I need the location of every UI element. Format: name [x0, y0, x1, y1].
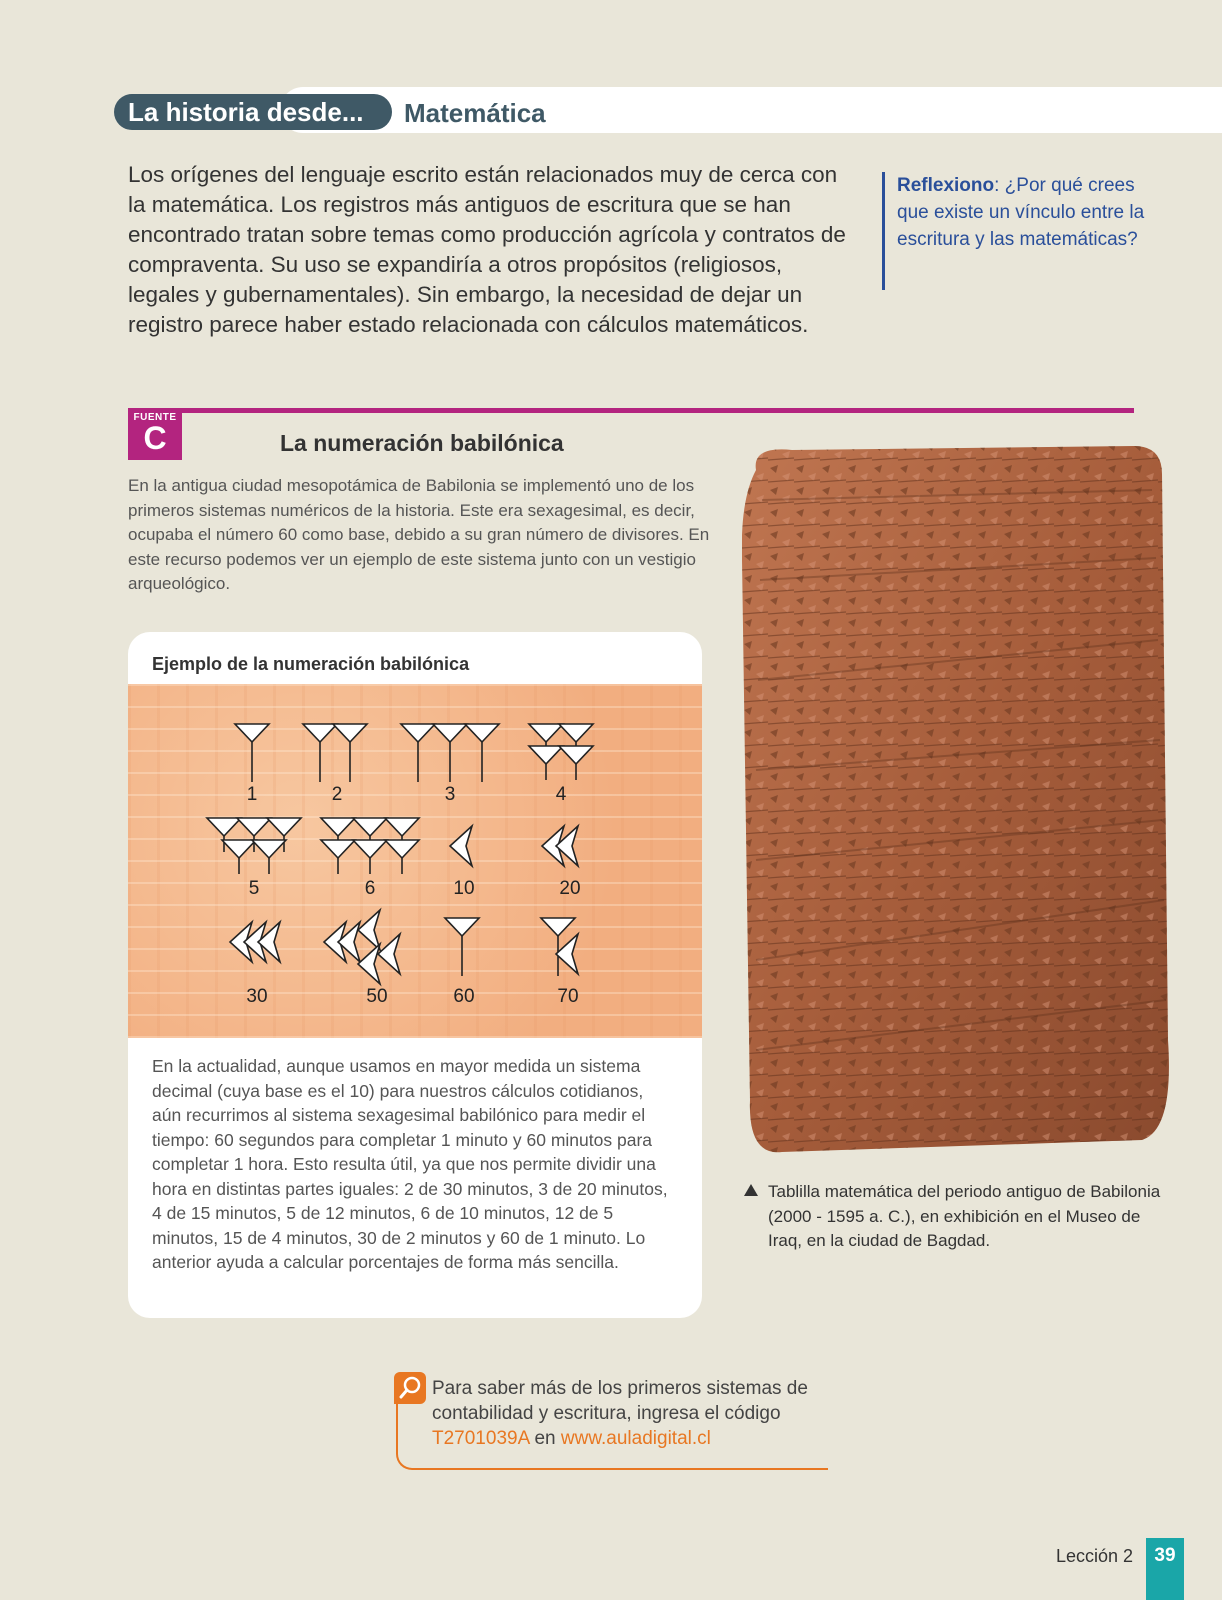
glyph-1: [235, 724, 269, 782]
number-label: 2: [331, 784, 343, 805]
number-label: 50: [366, 986, 388, 1007]
source-divider: [128, 408, 1134, 413]
source-badge-label: FUENTE: [133, 412, 177, 423]
reflexion-colon: :: [994, 175, 1000, 196]
learn-more-mid: en: [529, 1428, 561, 1449]
subject-title: Matemática: [404, 98, 546, 128]
learn-more-text: [432, 1376, 812, 1451]
number-label: 3: [444, 784, 456, 805]
example-paragraph: En la actualidad, aunque usamos en mayor medida un sistema decimal (cuya base es el 10) para nuestros cálculos cotidianos, aún recurrimos al sistema sexagesimal babilónico para medir el tiempo: 60 segundos para completar 1 minuto y 60 minutos para completar 1 hora. Esto resulta útil, ya que nos permite dividir una hora en distintas partes iguales: 2 de 30 minutos, 3 de 20 minutos, 4 de 15 minutos, 5 de 12 minutos, 6 de 10 minutos, 12 de 5 minutos, 15 de 4 minutos, 30 de 2 minutos y 60 de 1 minuto. Lo anterior ayuda a calcular porcentajes de forma más sencilla.: [152, 1056, 668, 1272]
number-label: 70: [557, 986, 579, 1007]
glyph-70: [541, 918, 578, 976]
section-label: La historia desde...: [114, 94, 392, 130]
number-label: 20: [559, 878, 581, 899]
reflexion-label: Reflexiono: [897, 175, 995, 196]
lesson-label: Lección 2: [1056, 1546, 1134, 1566]
learn-more-intro: Para saber más de los primeros sistemas de contabilidad y escritura, ingresa el código: [432, 1378, 808, 1424]
glyph-5: [207, 818, 301, 874]
glyph-60: [445, 918, 479, 976]
number-label: 60: [453, 986, 475, 1007]
number-label: 1: [246, 784, 258, 805]
caption-text: Tablilla matemática del periodo antiguo de Babilonia (2000 - 1595 a. C.), en exhibición en el Museo de Iraq, en la ciudad de Bagdad.: [768, 1182, 1161, 1250]
cuneiform-numbers-panel: [128, 684, 702, 1038]
glyph-50: [324, 910, 400, 984]
number-label: 30: [246, 986, 268, 1007]
intro-paragraph: Los orígenes del lenguaje escrito están relacionados muy de cerca con la matemática. Los registros más antiguos de escritura que se han encontrado tratan sobre temas como producción agrícola y contratos de compraventa. Su uso se expandiría a otros propósitos (religiosos, legales y gubernamentales). Sin embargo, la necesidad de dejar un registro parece haber estado relacionada con cálculos matemáticos.: [128, 162, 846, 337]
cuneiform-glyphs: [128, 684, 702, 1038]
example-card: [128, 632, 702, 1318]
glyph-3: [401, 724, 499, 782]
caption-triangle-icon: [744, 1184, 758, 1196]
number-label: 5: [248, 878, 260, 899]
access-code: T2701039A: [432, 1428, 530, 1449]
glyph-20: [542, 826, 578, 866]
glyph-4: [529, 724, 593, 780]
glyph-30: [230, 922, 280, 962]
page-number: 39: [1146, 1538, 1184, 1600]
glyph-10: [450, 826, 472, 866]
reflexion-box: [882, 172, 1152, 290]
search-icon: [394, 1372, 426, 1404]
number-label: 10: [453, 878, 475, 899]
clay-tablet-image: [742, 440, 1174, 1164]
number-label: 6: [364, 878, 376, 899]
source-description: En la antigua ciudad mesopotámica de Babilonia se implementó uno de los primeros sistemas numéricos de la historia. Este era sexagesimal, es decir, ocupaba el número 60 como base, debido a su gran número de divisores. En este recurso podemos ver un ejemplo de este sistema junto con un vestigio arqueológico.: [128, 476, 710, 593]
number-label: 4: [555, 784, 567, 805]
source-badge: [128, 408, 182, 460]
source-title: La numeración babilónica: [280, 430, 564, 456]
reflexion-question: ¿Por qué crees que existe un vínculo entre la escritura y las matemáticas?: [897, 175, 1145, 250]
auladigital-link[interactable]: www.auladigital.cl: [560, 1428, 711, 1449]
glyph-6: [321, 818, 419, 874]
example-title: Ejemplo de la numeración babilónica: [152, 654, 470, 674]
photo-caption: [744, 1180, 1164, 1254]
glyph-2: [303, 724, 367, 782]
source-badge-letter: C: [143, 420, 167, 456]
